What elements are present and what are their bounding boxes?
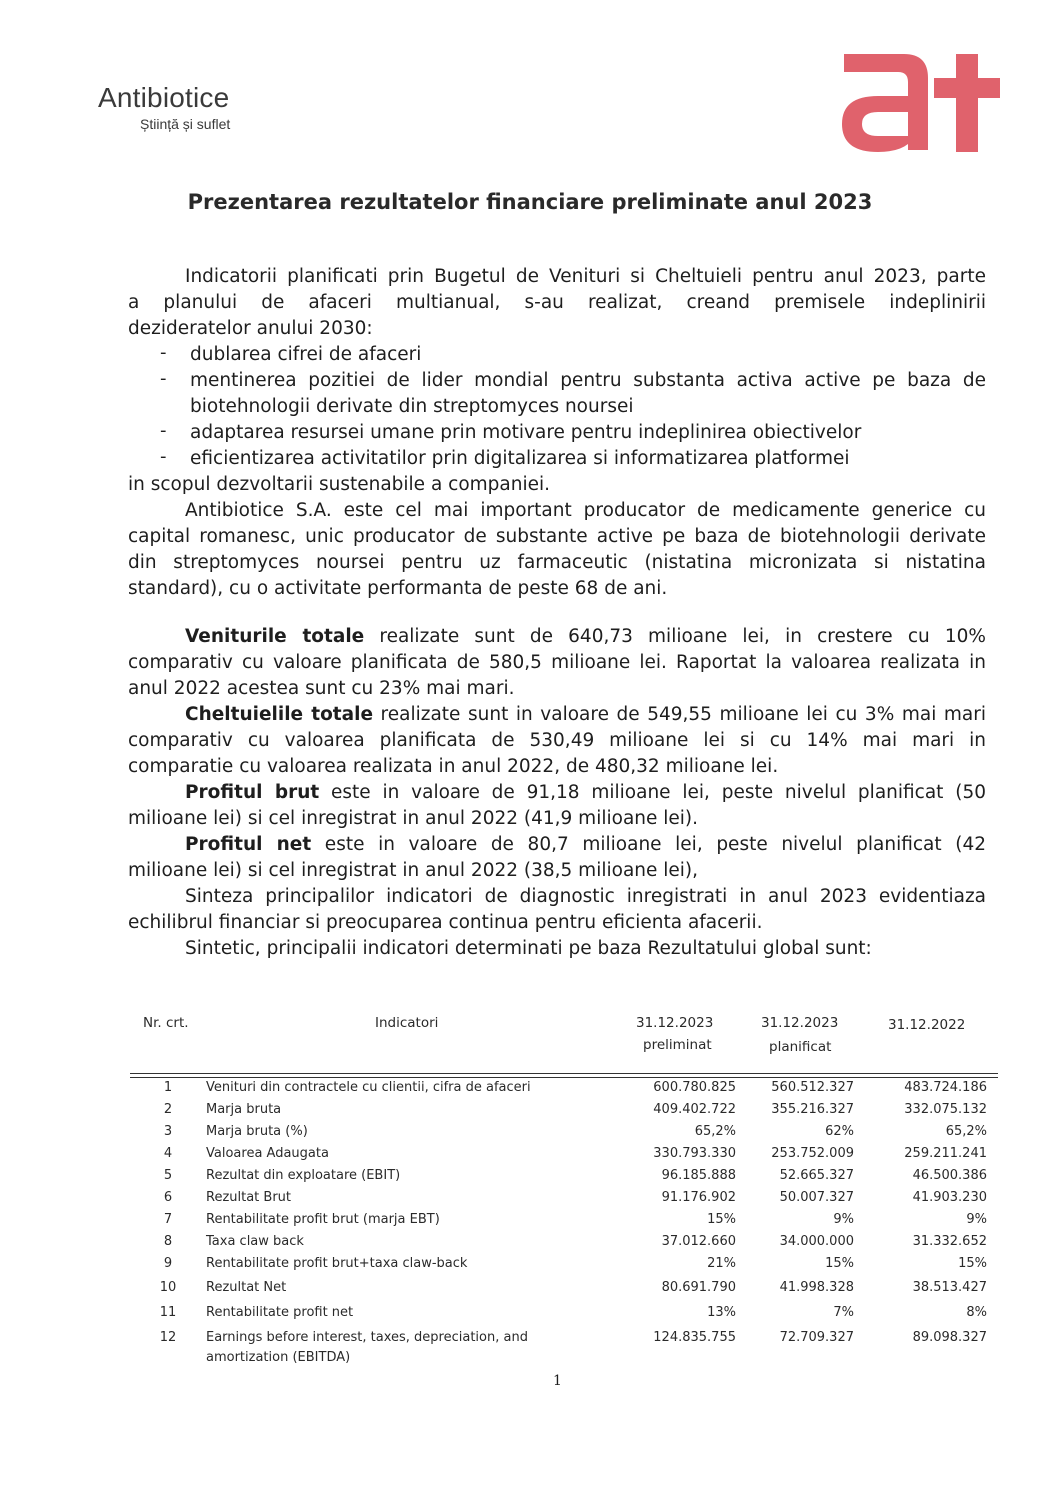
table-cell-prelim: 330.793.330: [653, 1146, 736, 1161]
table-cell-2022: 41.903.230: [912, 1190, 987, 1205]
brand-tagline: Știință și suflet: [140, 116, 231, 132]
table-cell-nr: 11: [159, 1305, 177, 1320]
table-cell-nr: 1: [163, 1080, 173, 1095]
table-cell-nr: 6: [163, 1190, 173, 1205]
table-cell-nr: 9: [163, 1256, 173, 1271]
profit-net-line-1: Profitul net este in valoare de 80,7 milioane lei, peste nivelul planificat (42: [185, 834, 986, 855]
venituri-line-1: Veniturile totale realizate sunt de 640,73 milioane lei, in crestere cu 10%: [185, 626, 986, 647]
table-cell-planif: 355.216.327: [771, 1102, 854, 1117]
intro-line-1: Indicatorii planificati prin Bugetul de Venituri si Cheltuieli pentru anul 2023, parte: [185, 266, 986, 287]
table-cell-indicator-continued: amortization (EBITDA): [206, 1350, 351, 1365]
intro-line-3: dezideratelor anului 2030:: [128, 318, 373, 339]
table-cell-prelim: 65,2%: [694, 1124, 736, 1139]
bullet-item: eficientizarea activitatilor prin digitalizarea si informatizarea platformei: [190, 448, 850, 469]
table-cell-2022: 483.724.186: [904, 1080, 987, 1095]
table-cell-nr: 5: [163, 1168, 173, 1183]
cheltuieli-line-3: comparatie cu valoarea realizata in anul 2022, de 480,32 milioane lei.: [128, 756, 779, 777]
table-header-planif-date: 31.12.2023: [761, 1015, 839, 1031]
table-cell-nr: 10: [159, 1280, 177, 1295]
table-cell-indicator: Rezultat din exploatare (EBIT): [206, 1168, 401, 1183]
sinteza-line-1: Sinteza principalilor indicatori de diagnostic inregistrati in anul 2023 evidentiaza: [185, 886, 986, 907]
sinteza-line-3: Sintetic, principalii indicatori determinati pe baza Rezultatului global sunt:: [185, 938, 872, 959]
table-cell-planif: 62%: [825, 1124, 854, 1139]
table-cell-indicator: Rezultat Net: [206, 1280, 287, 1295]
venituri-line-2: comparativ cu valoare planificata de 580,5 milioane lei. Raportat la valoarea realizata in: [128, 652, 986, 673]
table-cell-indicator: Marja bruta (%): [206, 1124, 308, 1139]
bullet-item: dublarea cifrei de afaceri: [190, 344, 422, 365]
table-header-indicator: Indicatori: [375, 1015, 439, 1031]
table-header-prelim-label: preliminat: [643, 1037, 712, 1053]
table-cell-2022: 15%: [958, 1256, 987, 1271]
company-line-4: standard), cu o activitate performanta de peste 68 de ani.: [128, 578, 668, 599]
bullet-dash: -: [160, 446, 167, 467]
table-cell-planif: 9%: [833, 1212, 854, 1227]
table-header-rule-2: [130, 1077, 998, 1078]
table-cell-2022: 65,2%: [945, 1124, 987, 1139]
table-cell-planif: 52.665.327: [779, 1168, 854, 1183]
bullet-item: mentinerea pozitiei de lider mondial pentru substanta activa active pe baza de: [190, 370, 986, 391]
table-cell-planif: 50.007.327: [779, 1190, 854, 1205]
profit-brut-label: Profitul brut: [185, 782, 320, 803]
table-header-2022-date: 31.12.2022: [888, 1017, 966, 1033]
table-cell-indicator: Rentabilitate profit net: [206, 1305, 354, 1320]
table-cell-indicator: Venituri din contractele cu clientii, cifra de afaceri: [206, 1080, 531, 1095]
profit-net-label: Profitul net: [185, 834, 312, 855]
table-cell-prelim: 91.176.902: [661, 1190, 736, 1205]
table-header-planif-label: planificat: [769, 1039, 832, 1055]
table-cell-nr: 3: [163, 1124, 173, 1139]
table-cell-prelim: 21%: [707, 1256, 736, 1271]
venituri-label: Veniturile totale: [185, 626, 365, 647]
table-cell-planif: 34.000.000: [779, 1234, 854, 1249]
table-cell-indicator: Taxa claw back: [206, 1234, 304, 1249]
bullet-item: adaptarea resursei umane prin motivare pentru indeplinirea obiectivelor: [190, 422, 862, 443]
table-cell-indicator: Rentabilitate profit brut (marja EBT): [206, 1212, 440, 1227]
brand-name: Antibiotice: [98, 82, 230, 113]
table-cell-planif: 560.512.327: [771, 1080, 854, 1095]
table-cell-2022: 259.211.241: [904, 1146, 987, 1161]
sinteza-line-2: echilibrul financiar si preocuparea continua pentru eficienta afacerii.: [128, 912, 763, 933]
table-header-nr: Nr. crt.: [143, 1015, 189, 1031]
table-cell-prelim: 409.402.722: [653, 1102, 736, 1117]
page-title: Prezentarea rezultatelor financiare preliminate anul 2023: [187, 190, 873, 214]
table-cell-prelim: 124.835.755: [653, 1330, 736, 1345]
venituri-line-3: anul 2022 acestea sunt cu 23% mai mari.: [128, 678, 515, 699]
bullet-dash: -: [160, 342, 167, 363]
table-cell-planif: 7%: [833, 1305, 854, 1320]
table-cell-2022: 46.500.386: [912, 1168, 987, 1183]
table-cell-indicator: Earnings before interest, taxes, depreciation, and: [206, 1330, 528, 1345]
intro-line-2: a planului de afaceri multianual, s-au realizat, creand premisele indeplinirii: [128, 292, 986, 313]
scope-line: in scopul dezvoltarii sustenabile a companiei.: [128, 474, 551, 495]
table-cell-2022: 38.513.427: [912, 1280, 987, 1295]
cheltuieli-line-1: Cheltuielile totale realizate sunt in valoare de 549,55 milioane lei cu 3% mai mari: [185, 704, 986, 725]
table-cell-prelim: 96.185.888: [661, 1168, 736, 1183]
table-cell-nr: 7: [163, 1212, 173, 1227]
table-cell-planif: 41.998.328: [779, 1280, 854, 1295]
bullet-item-continued: biotehnologii derivate din streptomyces noursei: [190, 396, 634, 417]
table-cell-indicator: Valoarea Adaugata: [206, 1146, 329, 1161]
table-cell-nr: 4: [163, 1146, 173, 1161]
table-cell-planif: 15%: [825, 1256, 854, 1271]
table-cell-prelim: 15%: [707, 1212, 736, 1227]
table-cell-nr: 8: [163, 1234, 173, 1249]
table-cell-2022: 31.332.652: [912, 1234, 987, 1249]
table-cell-prelim: 13%: [707, 1305, 736, 1320]
bullet-dash: -: [160, 368, 167, 389]
table-cell-prelim: 600.780.825: [653, 1080, 736, 1095]
profit-brut-line-1: Profitul brut este in valoare de 91,18 milioane lei, peste nivelul planificat (50: [185, 782, 987, 803]
cheltuieli-label: Cheltuielile totale: [185, 704, 373, 725]
cheltuieli-line-2: comparativ cu valoarea planificata de 530,49 milioane lei si cu 14% mai mari in: [128, 730, 986, 751]
table-cell-indicator: Rentabilitate profit brut+taxa claw-back: [206, 1256, 468, 1271]
bullet-dash: -: [160, 420, 167, 441]
profit-brut-line-2: milioane lei) si cel inregistrat in anul 2022 (41,9 milioane lei).: [128, 808, 699, 829]
brand-block: [98, 82, 230, 132]
table-cell-planif: 72.709.327: [779, 1330, 854, 1345]
table-cell-nr: 2: [163, 1102, 173, 1117]
table-cell-prelim: 37.012.660: [661, 1234, 736, 1249]
company-line-1: Antibiotice S.A. este cel mai important producator de medicamente generice cu: [185, 500, 986, 521]
table-cell-planif: 253.752.009: [771, 1146, 854, 1161]
table-cell-indicator: Marja bruta: [206, 1102, 282, 1117]
antibiotice-logo-icon: [838, 48, 1008, 156]
profit-net-line-2: milioane lei) si cel inregistrat in anul 2022 (38,5 milioane lei),: [128, 860, 699, 881]
table-cell-2022: 89.098.327: [912, 1330, 987, 1345]
table-cell-2022: 8%: [966, 1305, 987, 1320]
table-cell-2022: 332.075.132: [904, 1102, 987, 1117]
company-line-2: capital romanesc, unic producator de substante active pe baza de biotehnologii derivate: [128, 526, 986, 547]
table-cell-2022: 9%: [966, 1212, 987, 1227]
table-cell-prelim: 80.691.790: [661, 1280, 736, 1295]
page-number: 1: [553, 1373, 562, 1389]
table-cell-indicator: Rezultat Brut: [206, 1190, 292, 1205]
table-header-prelim-date: 31.12.2023: [636, 1015, 714, 1031]
table-cell-nr: 12: [159, 1330, 177, 1345]
table-header-rule: [130, 1073, 998, 1074]
company-line-3: din streptomyces noursei pentru uz farmaceutic (nistatina micronizata si nistatina: [128, 552, 986, 573]
